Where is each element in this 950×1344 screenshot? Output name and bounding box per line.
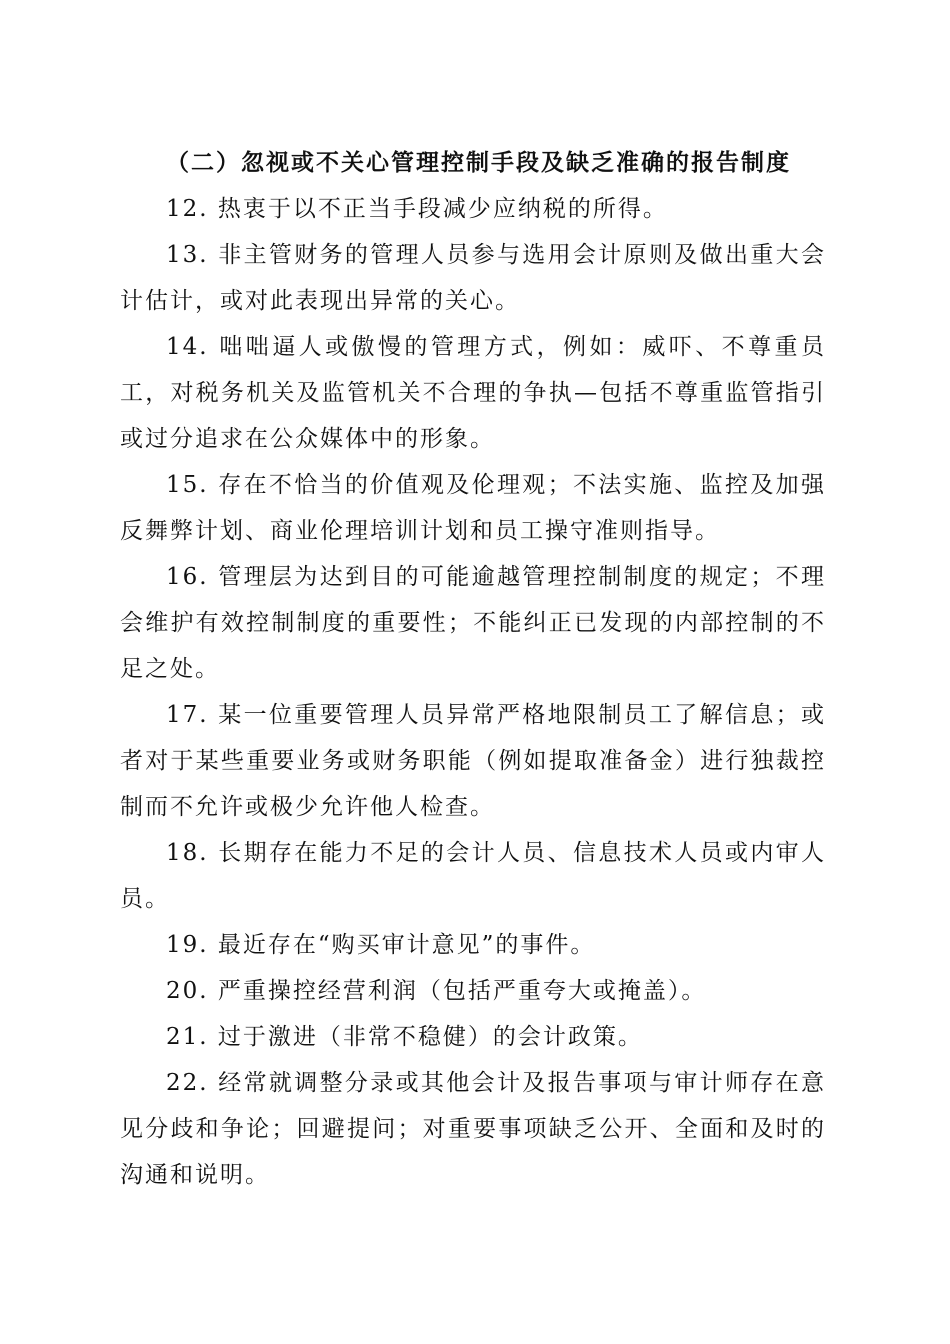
- list-item-19: 19. 最近存在“购买审计意见”的事件。: [166, 932, 596, 958]
- list-item-18: 18. 长期存在能力不足的会计人员、信息技术人员或内审人员。: [120, 840, 826, 912]
- list-item-15: 15. 存在不恰当的价值观及伦理观；不法实施、监控及加强反舞弊计划、商业伦理培训计划和员工操守准则指导。: [120, 472, 826, 544]
- section-heading: （二）忽视或不关心管理控制手段及缺乏准确的报告制度: [166, 149, 791, 176]
- list-item-22: 22. 经常就调整分录或其他会计及报告事项与审计师存在意见分歧和争论；回避提问；对重要事项缺乏公开、全面和及时的沟通和说明。: [120, 1070, 826, 1188]
- list-item-20: 20. 严重操控经营利润（包括严重夸大或掩盖）。: [166, 978, 707, 1004]
- list-item-21: 21. 过于激进（非常不稳健）的会计政策。: [166, 1024, 643, 1050]
- document-body: [120, 140, 826, 1198]
- list-item-16: 16. 管理层为达到目的可能逾越管理控制制度的规定；不理会维护有效控制制度的重要性；不能纠正已发现的内部控制的不足之处。: [120, 564, 826, 682]
- list-item-14: 14. 咄咄逼人或傲慢的管理方式，例如：威吓、不尊重员工，对税务机关及监管机关不合理的争执—包括不尊重监管指引或过分追求在公众媒体中的形象。: [120, 334, 826, 452]
- list-item-17: 17. 某一位重要管理人员异常严格地限制员工了解信息；或者对于某些重要业务或财务职能（例如提取准备金）进行独裁控制而不允许或极少允许他人检查。: [120, 702, 826, 820]
- list-item-12: 12. 热衷于以不正当手段减少应纳税的所得。: [166, 196, 668, 222]
- list-item-13: 13. 非主管财务的管理人员参与选用会计原则及做出重大会计估计，或对此表现出异常的关心。: [120, 242, 826, 314]
